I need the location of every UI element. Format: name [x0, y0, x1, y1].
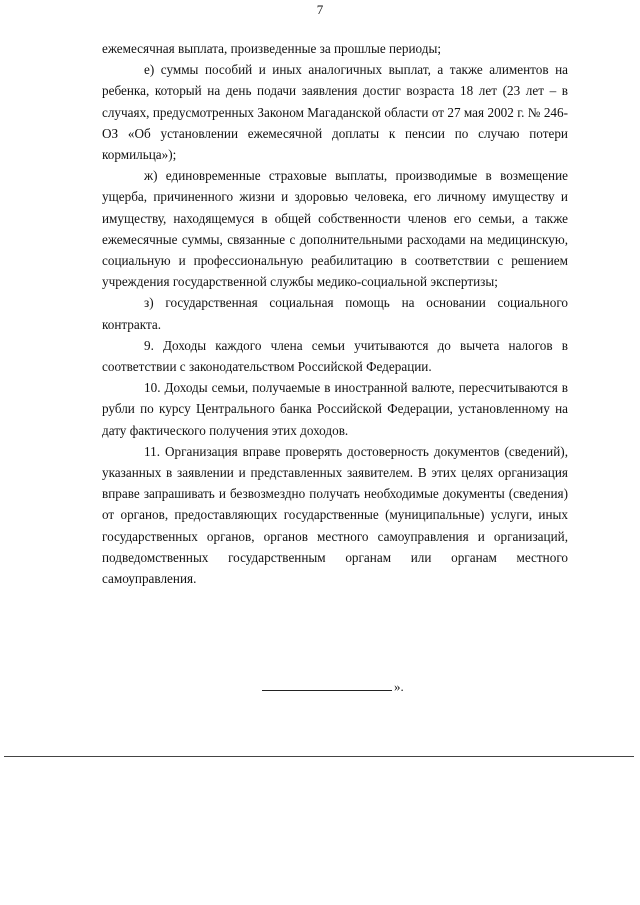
paragraph-item-e: е) суммы пособий и иных аналогичных выплат, а также алиментов на ребенка, который на день подачи заявления достиг возраста 18 лет (23 лет – в случаях, предусмотренных Законом Магаданской области от 27 мая 2002 г. № 246-ОЗ «Об установлении ежемесячной доплаты к пенсии по случаю потери кормильца»); — [102, 62, 568, 163]
closing-line — [262, 676, 404, 697]
paragraph-item-zh: ж) единовременные страховые выплаты, производимые в возмещение ущерба, причиненного жизни и здоровью человека, его личному имуществу и имуществу, находящемуся в общей собственности членов его семьи, а также ежемесячные суммы, связанные с дополнительными расходами на медицинскую, социальную и профессиональную реабилитацию в соответствии с решением учреждения государственной службы медико-социальной экспертизы; — [102, 168, 568, 290]
paragraph-continuation: ежемесячная выплата, произведенные за прошлые периоды; — [102, 41, 441, 56]
paragraph-clause-10: 10. Доходы семьи, получаемые в иностранной валюте, пересчитываются в рубли по курсу Центрального банка Российской Федерации, установленному на дату фактического получения этих доходов. — [102, 380, 568, 438]
document-body — [102, 38, 568, 589]
page-number: 7 — [316, 2, 324, 17]
page-divider — [4, 756, 634, 757]
closing-mark: ». — [394, 679, 404, 694]
paragraph-clause-11: 11. Организация вправе проверять достоверность документов (сведений), указанных в заявлении и представленных заявителем. В этих целях организация вправе запрашивать и безвозмездно получать необходимые документы (сведения) от органов, предоставляющих государственные (муниципальные) услуги, иных государственных органов, органов местного самоуправления и организаций, подведомственных государственным органам или органам местного самоуправления. — [102, 443, 568, 587]
blank-underline — [262, 676, 392, 691]
paragraph-clause-9: 9. Доходы каждого члена семьи учитываются до вычета налогов в соответствии с законодательством Российской Федерации. — [102, 337, 568, 375]
paragraph-item-z: з) государственная социальная помощь на основании социального контракта. — [102, 295, 568, 332]
